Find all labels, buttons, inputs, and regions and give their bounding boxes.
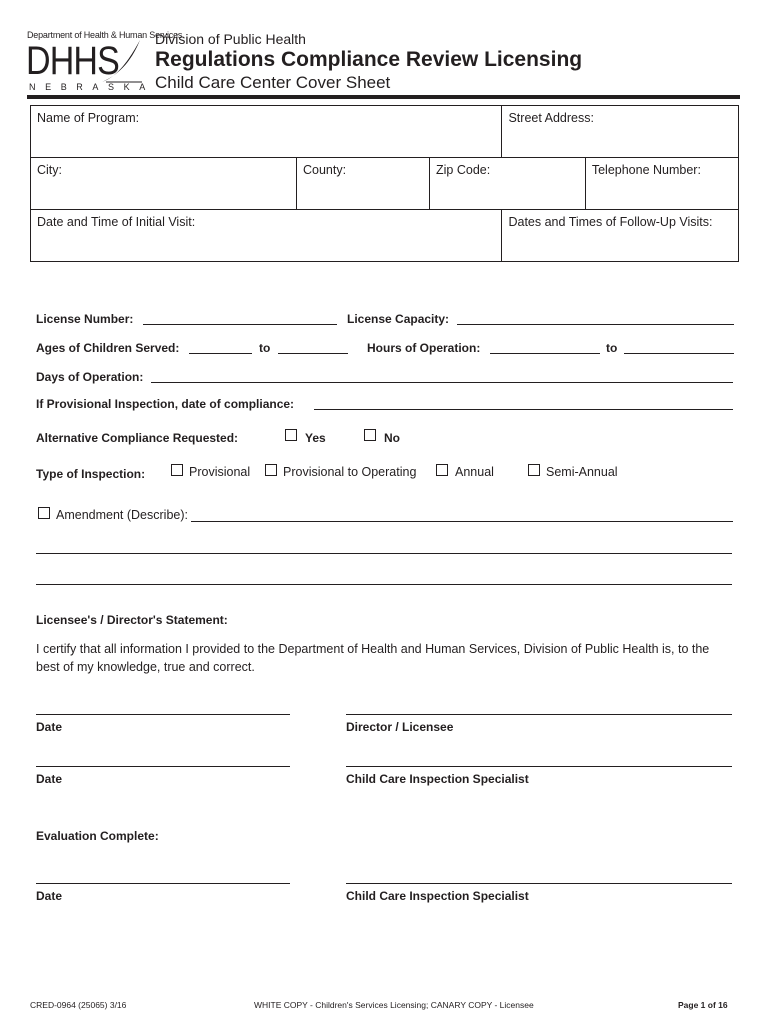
provisional-date-line[interactable]: [314, 409, 733, 410]
hours-to-label: to: [606, 341, 618, 355]
date3-label: Date: [36, 889, 63, 903]
prov-to-operating-checkbox[interactable]: [265, 464, 277, 476]
city-label: City:: [37, 163, 62, 177]
amendment-checkbox[interactable]: [38, 507, 50, 519]
date1-label: Date: [36, 720, 63, 734]
ages-from-line[interactable]: [189, 353, 252, 354]
provisional-label: Provisional: [189, 465, 251, 479]
prov-to-operating-label: Provisional to Operating: [283, 465, 417, 479]
hours-operation-label: Hours of Operation:: [367, 341, 481, 355]
initial-visit-label: Date and Time of Initial Visit:: [37, 215, 196, 229]
program-name-label: Name of Program:: [37, 111, 140, 125]
followup-visits-label: Dates and Times of Follow-Up Visits:: [508, 215, 713, 229]
days-operation-line[interactable]: [151, 382, 733, 383]
date3-line[interactable]: [36, 883, 290, 884]
provisional-date-label: If Provisional Inspection, date of compliance:: [36, 397, 295, 411]
telephone-cell[interactable]: [585, 158, 738, 210]
amendment-line-3[interactable]: [36, 584, 732, 585]
statement-text: I certify that all information I provided to the Department of Health and Human Services, Division of Public Health is, to the best of my knowledge, true and correct.: [36, 642, 710, 674]
alt-compliance-label: Alternative Compliance Requested:: [36, 431, 239, 445]
inspection-type-label: Type of Inspection:: [36, 467, 146, 481]
logo-swoosh-icon: [100, 38, 144, 84]
license-number-label: License Number:: [36, 312, 134, 326]
hours-from-line[interactable]: [490, 353, 600, 354]
zip-code-cell[interactable]: [430, 158, 586, 210]
date2-label: Date: [36, 772, 63, 786]
date1-line[interactable]: [36, 714, 290, 715]
initial-visit-cell[interactable]: [31, 210, 502, 262]
specialist1-signature-line[interactable]: [346, 766, 732, 767]
county-label: County:: [303, 163, 347, 177]
date2-line[interactable]: [36, 766, 290, 767]
copy-distribution: WHITE COPY - Children's Services Licensing; CANARY COPY - Licensee: [254, 1000, 534, 1010]
division-name: Division of Public Health: [155, 31, 306, 47]
license-capacity-line[interactable]: [457, 324, 734, 325]
director-signature-line[interactable]: [346, 714, 732, 715]
form-title: Regulations Compliance Review Licensing: [155, 48, 583, 71]
street-address-label: Street Address:: [508, 111, 594, 125]
annual-checkbox[interactable]: [436, 464, 448, 476]
followup-visits-cell[interactable]: [502, 210, 739, 262]
provisional-checkbox[interactable]: [171, 464, 183, 476]
ages-served-label: Ages of Children Served:: [36, 341, 180, 355]
logo-dhhs-text: DHHS: [26, 39, 119, 83]
annual-label: Annual: [455, 465, 494, 479]
program-name-cell[interactable]: [31, 106, 502, 158]
hours-to-line[interactable]: [624, 353, 734, 354]
logo-nebraska-text: NEBRASKA: [29, 82, 155, 92]
alt-yes-label: Yes: [305, 431, 326, 445]
county-cell[interactable]: [297, 158, 430, 210]
ages-to-label: to: [259, 341, 271, 355]
alt-no-checkbox[interactable]: [364, 429, 376, 441]
logo-department-text: Department of Health & Human Services: [27, 30, 183, 40]
semi-annual-label: Semi-Annual: [546, 465, 618, 479]
telephone-label: Telephone Number:: [591, 163, 701, 177]
specialist2-signature-line[interactable]: [346, 883, 732, 884]
zip-code-label: Zip Code:: [436, 163, 491, 177]
days-operation-label: Days of Operation:: [36, 370, 144, 384]
header-rule: [27, 95, 740, 99]
street-address-cell[interactable]: [502, 106, 739, 158]
amendment-line-2[interactable]: [36, 553, 732, 554]
semi-annual-checkbox[interactable]: [528, 464, 540, 476]
page-number: Page 1 of 16: [678, 1000, 728, 1010]
ages-to-line[interactable]: [278, 353, 348, 354]
program-info-table: [30, 105, 739, 262]
amendment-line-1[interactable]: [191, 521, 733, 522]
alt-yes-checkbox[interactable]: [285, 429, 297, 441]
specialist1-label: Child Care Inspection Specialist: [346, 772, 529, 786]
director-label: Director / Licensee: [346, 720, 454, 734]
form-id: CRED-0964 (25065) 3/16: [30, 1000, 127, 1010]
alt-no-label: No: [384, 431, 400, 445]
statement-heading: Licensee's / Director's Statement:: [36, 613, 228, 627]
specialist2-label: Child Care Inspection Specialist: [346, 889, 529, 903]
license-number-line[interactable]: [143, 324, 337, 325]
evaluation-complete-label: Evaluation Complete:: [36, 829, 159, 843]
amendment-label: Amendment (Describe):: [56, 508, 188, 522]
city-cell[interactable]: [31, 158, 297, 210]
license-capacity-label: License Capacity:: [347, 312, 450, 326]
form-subtitle: Child Care Center Cover Sheet: [155, 73, 391, 92]
